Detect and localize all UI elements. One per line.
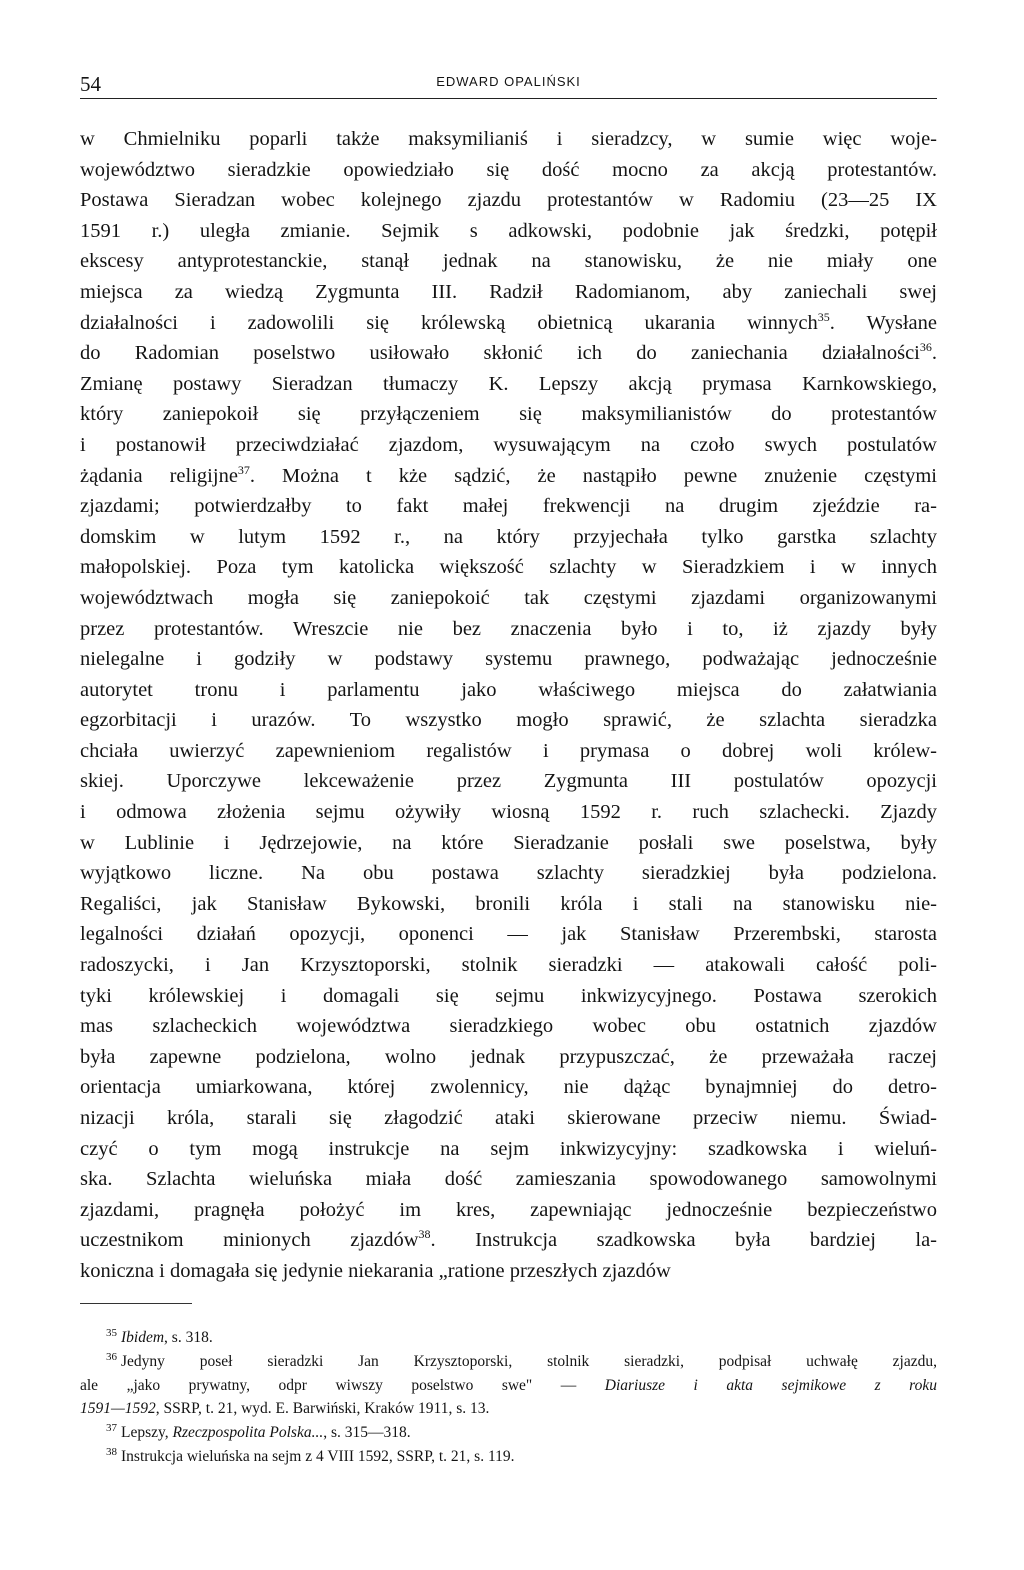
text-line (80, 889, 937, 920)
text-line (80, 1195, 937, 1226)
footnotes (80, 1326, 937, 1469)
text-line (80, 491, 937, 522)
footnote-reference: 38 (418, 1227, 431, 1242)
text-segment: żądania religijne (80, 464, 238, 487)
text-line (80, 308, 937, 339)
text-line (80, 1072, 937, 1103)
footnote-reference: 36 (919, 340, 932, 355)
footnote-line (80, 1397, 937, 1421)
text-segment: uczestnikom minionych zjazdów (80, 1229, 419, 1252)
footnote-number: 36 (106, 1350, 117, 1363)
text-segment: tyki królewskiej i domagali się sejmu inkwizycyjnego. Postawa szerokich (80, 984, 937, 1007)
footnote-text: Instrukcja wieluńska na sejm z 4 VIII 1592, SSRP, t. 21, s. 119. (121, 1447, 515, 1465)
footnote-separator (80, 1303, 192, 1304)
header-rule (80, 98, 937, 99)
footnote-number: 37 (106, 1422, 117, 1435)
text-segment: zjazdami; potwierdzałby to fakt małej frekwencji na drugim zjeździe ra- (80, 495, 937, 518)
text-line (80, 828, 937, 859)
footnote-text: Lepszy, (121, 1424, 173, 1442)
footnote-text: , s. 315—318. (323, 1424, 411, 1442)
text-segment: w Chmielniku poparli także maksymilianiś i sieradzcy, w sumie więc woje- (80, 128, 937, 150)
text-line (80, 430, 937, 461)
text-segment: . (829, 311, 835, 334)
text-segment: orientacja umiarkowana, której zwolennicy, nie dążąc bynajmniej do detro- (80, 1076, 937, 1099)
text-line (80, 644, 937, 675)
footnote-text: ale „jako prywatny, odpr wiwszy poselstwo swe" — (80, 1376, 605, 1394)
text-line (80, 277, 937, 308)
text-segment: województwo sieradzkie opowiedziało się dość mocno za akcją protestantów. (80, 158, 937, 181)
text-segment: 1591 r.) uległa zmianie. Sejmik s adkowski, podobnie jak średzki, potępił (80, 219, 937, 242)
text-segment: chciała uwierzyć zapewnieniom regalistów i prymasa o dobrej woli królew- (80, 739, 937, 762)
text-segment: . Instrukcja szadkowska była bardziej la- (430, 1229, 937, 1252)
text-line (80, 1134, 937, 1165)
text-line (80, 1164, 937, 1195)
footnote-line (80, 1350, 937, 1374)
text-segment: legalności działań opozycji, oponenci — jak Stanisław Przerembski, starosta (80, 923, 937, 946)
text-line (80, 766, 937, 797)
footnote-line (80, 1421, 937, 1445)
text-line (80, 246, 937, 277)
footnote-reference: 37 (237, 462, 250, 477)
text-line (80, 1103, 937, 1134)
text-segment: . Można t kże sądzić, że nastąpiło pewne znużenie częstymi (249, 464, 938, 487)
text-segment: egzorbitacji i urazów. To wszystko mogło sprawić, że szlachta sieradzka (80, 709, 937, 732)
text-line (80, 1225, 937, 1256)
text-segment: i odmowa złożenia sejmu ożywiły wiosną 1592 r. ruch szlachecki. Zjazdy (80, 801, 937, 824)
text-line (80, 522, 937, 553)
text-line (80, 216, 937, 247)
text-segment: radoszycki, i Jan Krzysztoporski, stolnik sieradzki — atakowali całość poli- (80, 954, 937, 977)
text-line (80, 369, 937, 400)
text-line (80, 1042, 937, 1073)
text-segment: skiej. Uporczywe lekceważenie przez Zygmunta III postulatów opozycji (80, 770, 937, 793)
text-segment: Wysłane (866, 311, 937, 334)
text-segment: wyjątkowo liczne. Na obu postawa szlachty sieradzkiej była podzielona. (80, 862, 937, 885)
footnote-line (80, 1374, 937, 1398)
text-line (80, 950, 937, 981)
text-line (80, 675, 937, 706)
text-line (80, 185, 937, 216)
text-line (80, 919, 937, 950)
text-line (80, 155, 937, 186)
text-segment: Regaliści, jak Stanisław Bykowski, bronili króla i stali na stanowisku nie- (80, 892, 937, 915)
text-segment: ekscesy antyprotestanckie, stanął jednak na stanowisku, że nie miały one (80, 250, 937, 273)
citation-title: Diariusze i akta sejmikowe z roku (604, 1376, 937, 1394)
text-line (80, 797, 937, 828)
text-segment: Postawa Sieradzan wobec kolejnego zjazdu protestantów w Radomiu (23—25 IX (80, 189, 937, 212)
footnote-line (80, 1445, 937, 1469)
text-line (80, 1011, 937, 1042)
text-segment: w Lublinie i Jędrzejowie, na które Sieradzanie posłali swe poselstwa, były (80, 831, 937, 854)
text-segment: miejsca za wiedzą Zygmunta III. Radził Radomianom, aby zaniechali swej (80, 280, 937, 303)
text-segment: czyć o tym mogą instrukcje na sejm inkwizycyjny: szadkowska i wieluń- (80, 1137, 937, 1160)
text-line (80, 736, 937, 767)
footnote-text: Jedyny poseł sieradzki Jan Krzysztoporski, stolnik sieradzki, podpisał uchwałę zjazdu, (121, 1352, 937, 1370)
text-segment: ska. Szlachta wieluńska miała dość zamieszania spowodowanego samowolnymi (80, 1168, 937, 1191)
text-segment: koniczna i domagała się jedynie niekarania „ratione przeszłych zjazdów (80, 1259, 671, 1282)
text-line (80, 1256, 937, 1287)
text-segment: nizacji króla, starali się złagodzić ataki skierowane przeciw niemu. Świad- (80, 1107, 937, 1129)
text-segment: była zapewne podzielona, wolno jednak przypuszczać, że przeważała raczej (80, 1045, 937, 1068)
text-line (80, 338, 937, 369)
running-head-title: EDWARD OPALIŃSKI (436, 74, 581, 89)
footnote-reference: 35 (817, 309, 830, 324)
text-segment: województwach mogła się zaniepokoić tak częstymi zjazdami organizowanymi (80, 586, 937, 609)
text-line (80, 461, 937, 492)
footnote-number: 35 (106, 1326, 117, 1339)
footnote-text: , s. 318. (164, 1329, 213, 1346)
text-segment: domskim w lutym 1592 r., na który przyjechała tylko garstka szlachty (80, 525, 937, 548)
text-line (80, 124, 937, 155)
text-line (80, 552, 937, 583)
text-line (80, 705, 937, 736)
text-line (80, 583, 937, 614)
text-line (80, 858, 937, 889)
text-segment: działalności i zadowolili się królewską obietnicą ukarania winnych (80, 311, 818, 334)
text-segment: nielegalne i godziły w podstawy systemu prawnego, podważając jednocześnie (80, 648, 937, 671)
footnote-text: , SSRP, t. 21, wyd. E. Barwiński, Kraków 1911, s. 13. (155, 1400, 490, 1418)
text-line (80, 981, 937, 1012)
text-segment: przez protestantów. Wreszcie nie bez znaczenia było i to, iż zjazdy były (80, 617, 937, 640)
citation-title: Ibidem (121, 1329, 165, 1346)
citation-title: Rzeczpospolita Polska... (172, 1424, 324, 1442)
text-segment: zjazdami, pragnęła położyć im kres, zapewniając jednocześnie bezpieczeństwo (80, 1198, 937, 1221)
text-line (80, 614, 937, 645)
text-segment: i postanowił przeciwdziałać zjazdom, wysuwającym na czoło swych postulatów (80, 433, 937, 456)
text-segment: małopolskiej. Poza tym katolicka większość szlachty w Sieradzkiem i w innych (80, 556, 937, 579)
text-segment: mas szlacheckich województwa sieradzkiego wobec obu ostatnich zjazdów (80, 1015, 937, 1038)
footnote-number: 38 (106, 1445, 117, 1458)
text-segment: . (931, 342, 937, 365)
text-line (80, 399, 937, 430)
running-head (80, 66, 937, 100)
footnote-line (80, 1326, 937, 1350)
text-segment: do Radomian poselstwo usiłowało skłonić ich do zaniechania działalności (80, 342, 920, 365)
text-segment: który zaniepokoił się przyłączeniem się maksymilianistów do protestantów (80, 403, 937, 426)
page-number: 54 (80, 72, 101, 96)
citation-title: 1591—1592 (80, 1400, 156, 1418)
main-text (80, 124, 937, 1287)
text-segment: Zmianę postawy Sieradzan tłumaczy K. Lepszy akcją prymasa Karnkowskiego, (80, 372, 937, 395)
text-segment: autorytet tronu i parlamentu jako właściwego miejsca do załatwiania (80, 678, 937, 701)
